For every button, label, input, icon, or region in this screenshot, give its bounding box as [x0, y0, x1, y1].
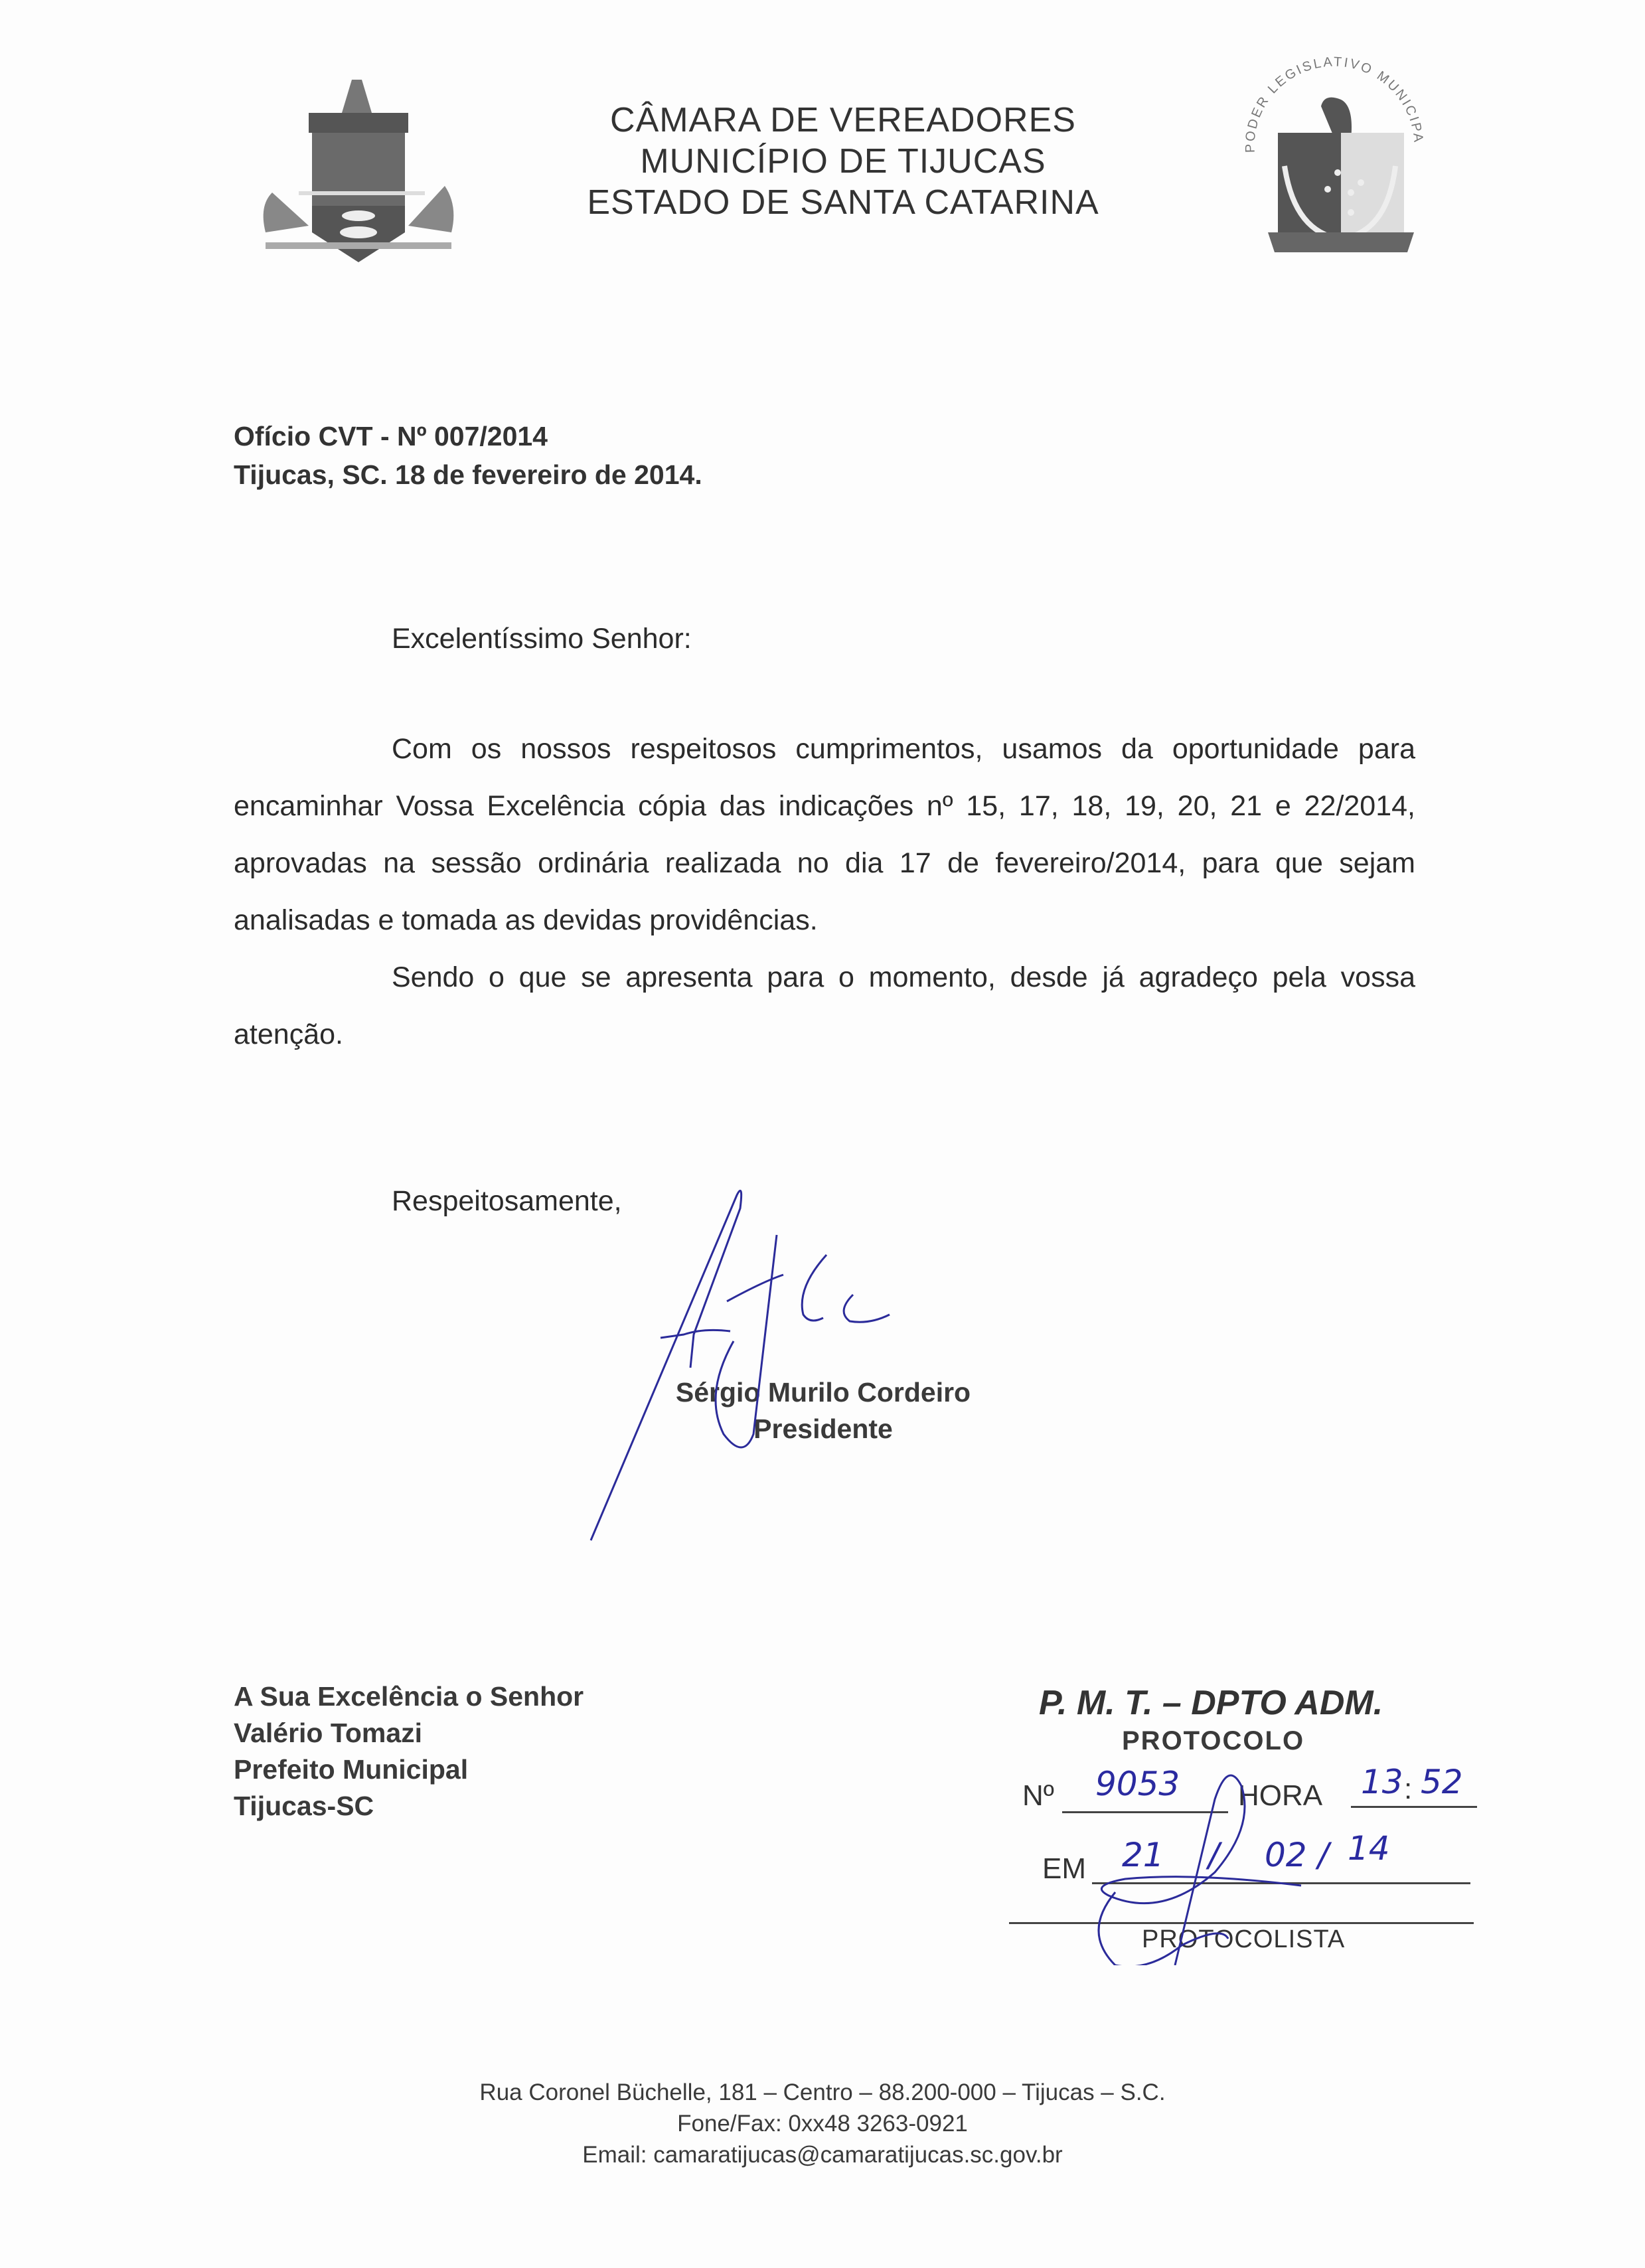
stamp-number-label: Nº [1022, 1779, 1054, 1812]
signer-block [637, 1374, 1009, 1447]
letterhead-line-2: MUNICÍPIO DE TIJUCAS [640, 142, 1046, 181]
stamp-hour-value: 13 [1361, 1763, 1403, 1801]
signer-title: Presidente [753, 1414, 893, 1444]
signer-name: Sérgio Murilo Cordeiro [675, 1377, 971, 1408]
addressee-line-1: A Sua Excelência o Senhor [234, 1681, 584, 1712]
crest-motto: PODER LEGISLATIVO MUNICIPA [1243, 54, 1426, 153]
protocolist-signature [1009, 1653, 1487, 1965]
stamp-number-value: 9053 [1095, 1765, 1180, 1803]
footer-contact [0, 2077, 1645, 2170]
letterhead-line-3: ESTADO DE SANTA CATARINA [587, 183, 1099, 222]
salutation: Excelentíssimo Senhor: [392, 623, 692, 655]
addressee-line-4: Tijucas-SC [234, 1791, 374, 1821]
stamp-year: 14 [1348, 1829, 1390, 1868]
handwritten-signature [571, 1169, 1102, 1567]
letter-body [234, 720, 1415, 1063]
stamp-date-sep-1: / [1208, 1836, 1219, 1874]
stamp-minute-value: 52 [1421, 1763, 1463, 1801]
stamp-day: 21 [1122, 1836, 1164, 1874]
stamp-hour-label: HORA [1238, 1779, 1323, 1812]
addressee-line-2: Valério Tomazi [234, 1718, 423, 1748]
body-paragraph-2: Sendo o que se apresenta para o momento, desde já agradeço pela vossa atenção. [234, 961, 1415, 1050]
letterhead-line-1: CÂMARA DE VEREADORES [610, 101, 1076, 139]
legislative-power-crest-icon [1221, 40, 1434, 279]
footer-phone: Fone/Fax: 0xx48 3263-0921 [677, 2111, 968, 2137]
addressee-block [234, 1678, 584, 1824]
stamp-signature-label: PROTOCOLISTA [1142, 1925, 1346, 1953]
footer-address: Rua Coronel Büchelle, 181 – Centro – 88.200-000 – Tijucas – S.C. [479, 2079, 1166, 2105]
body-paragraph-1: Com os nossos respeitosos cumprimentos, usamos da oportunidade para encaminhar Vossa Excelência cópia das indicações nº 15, 17, 18, 19, 20, 21 e 22/2014, aprovadas na sessão ordinária realizada no dia 17 de fevereiro/2014, para que sejam analisadas e tomada as devidas providências. [234, 733, 1415, 936]
stamp-month: 02 [1265, 1836, 1307, 1874]
reference-block [234, 417, 702, 494]
stamp-date-label: EM [1042, 1852, 1086, 1885]
closing: Respeitosamente, [392, 1185, 622, 1217]
footer-email: Email: camaratijucas@camaratijucas.sc.gov.br [582, 2142, 1063, 2168]
place-date: Tijucas, SC. 18 de fevereiro de 2014. [234, 459, 702, 490]
municipal-coat-of-arms-icon [246, 73, 471, 292]
office-number: Ofício CVT - Nº 007/2014 [234, 421, 548, 451]
stamp-org: P. M. T. – DPTO ADM. [1039, 1684, 1383, 1722]
stamp-date-sep-2: / [1318, 1836, 1329, 1874]
letterhead [544, 100, 1142, 223]
protocol-stamp [1009, 1653, 1487, 1965]
addressee-line-3: Prefeito Municipal [234, 1754, 469, 1785]
stamp-time-colon: : [1404, 1773, 1413, 1805]
stamp-title: PROTOCOLO [1122, 1726, 1305, 1755]
